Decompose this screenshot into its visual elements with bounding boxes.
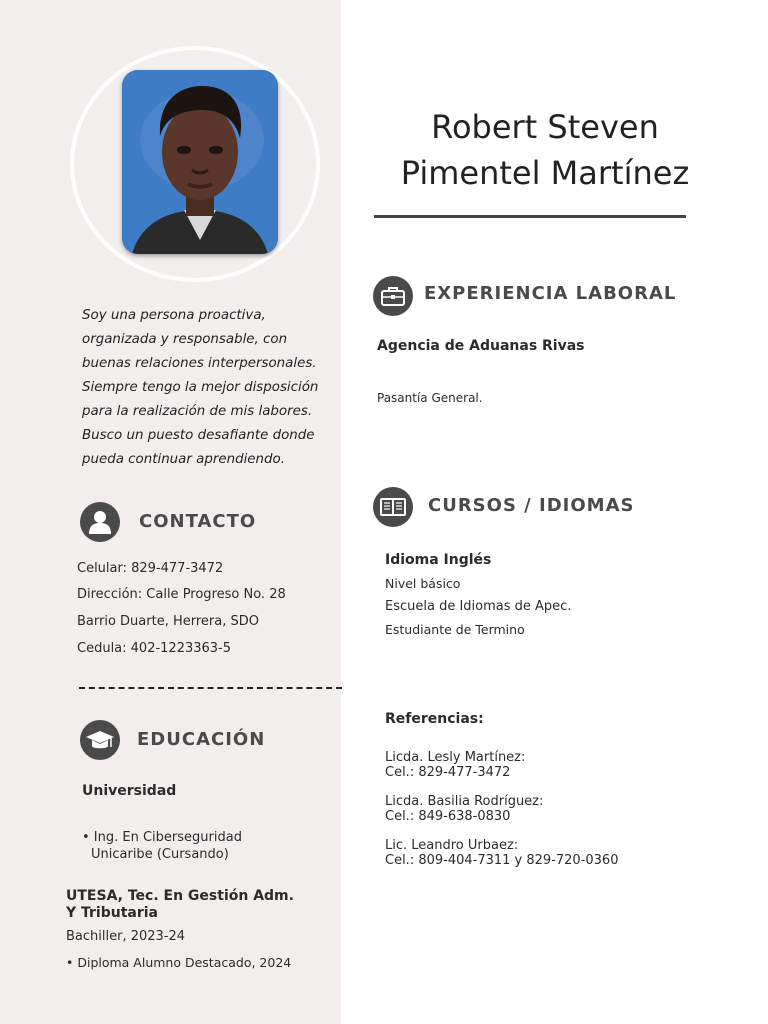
education-university-heading: Universidad xyxy=(82,783,177,799)
education-school-line-2: Y Tributaria xyxy=(66,905,159,921)
name-underline xyxy=(374,215,686,218)
contact-phone: Celular: 829-477-3472 xyxy=(77,561,224,576)
contact-title: CONTACTO xyxy=(139,511,257,532)
contact-id: Cedula: 402-1223363-5 xyxy=(77,641,232,656)
experience-company: Agencia de Aduanas Rivas xyxy=(377,338,585,354)
education-bachiller: Bachiller, 2023-24 xyxy=(66,929,186,944)
experience-role: Pasantía General. xyxy=(377,391,483,405)
profile-photo xyxy=(122,70,278,254)
education-degree: • Ing. En Ciberseguridad xyxy=(82,830,242,845)
book-icon xyxy=(373,487,413,527)
course-name: Idioma Inglés xyxy=(385,552,492,568)
references-title: Referencias: xyxy=(385,711,484,727)
education-institution: Unicaribe (Cursando) xyxy=(91,847,229,862)
name-line-1: Robert Steven xyxy=(431,108,659,146)
profile-line: pueda continuar aprendiendo. xyxy=(82,452,285,467)
reference-phone: Cel.: 849-638-0830 xyxy=(385,809,511,824)
profile-line: para la realización de mis labores. xyxy=(82,404,313,419)
name-line-2: Pimentel Martínez xyxy=(400,154,690,192)
contact-address-1: Dirección: Calle Progreso No. 28 xyxy=(77,587,286,602)
education-title: EDUCACIÓN xyxy=(137,729,266,750)
contact-address-2: Barrio Duarte, Herrera, SDO xyxy=(77,614,259,629)
reference-phone: Cel.: 829-477-3472 xyxy=(385,765,511,780)
briefcase-icon xyxy=(373,276,413,316)
education-diploma: • Diploma Alumno Destacado, 2024 xyxy=(66,955,292,970)
profile-summary xyxy=(82,304,332,472)
section-divider xyxy=(79,687,342,689)
course-status: Estudiante de Termino xyxy=(385,622,525,637)
profile-line: Siempre tengo la mejor disposición xyxy=(82,380,319,395)
profile-line: organizada y responsable, con xyxy=(82,332,288,347)
person-icon xyxy=(80,502,120,542)
candidate-name xyxy=(345,104,745,196)
experience-title: EXPERIENCIA LABORAL xyxy=(424,283,677,304)
course-level: Nivel básico xyxy=(385,576,461,591)
profile-line: Busco un puesto desafiante donde xyxy=(82,428,315,443)
education-school-line-1: UTESA, Tec. En Gestión Adm. xyxy=(66,888,294,904)
reference-name: Lic. Leandro Urbaez: xyxy=(385,838,519,853)
reference-phone: Cel.: 809-404-7311 y 829-720-0360 xyxy=(385,853,619,868)
profile-line: Soy una persona proactiva, xyxy=(82,308,266,323)
course-school: Escuela de Idiomas de Apec. xyxy=(385,599,572,614)
courses-title: CURSOS / IDIOMAS xyxy=(428,495,635,516)
reference-name: Licda. Lesly Martínez: xyxy=(385,750,526,765)
profile-line: buenas relaciones interpersonales. xyxy=(82,356,317,371)
reference-name: Licda. Basilia Rodríguez: xyxy=(385,794,544,809)
graduation-cap-icon xyxy=(80,720,120,760)
